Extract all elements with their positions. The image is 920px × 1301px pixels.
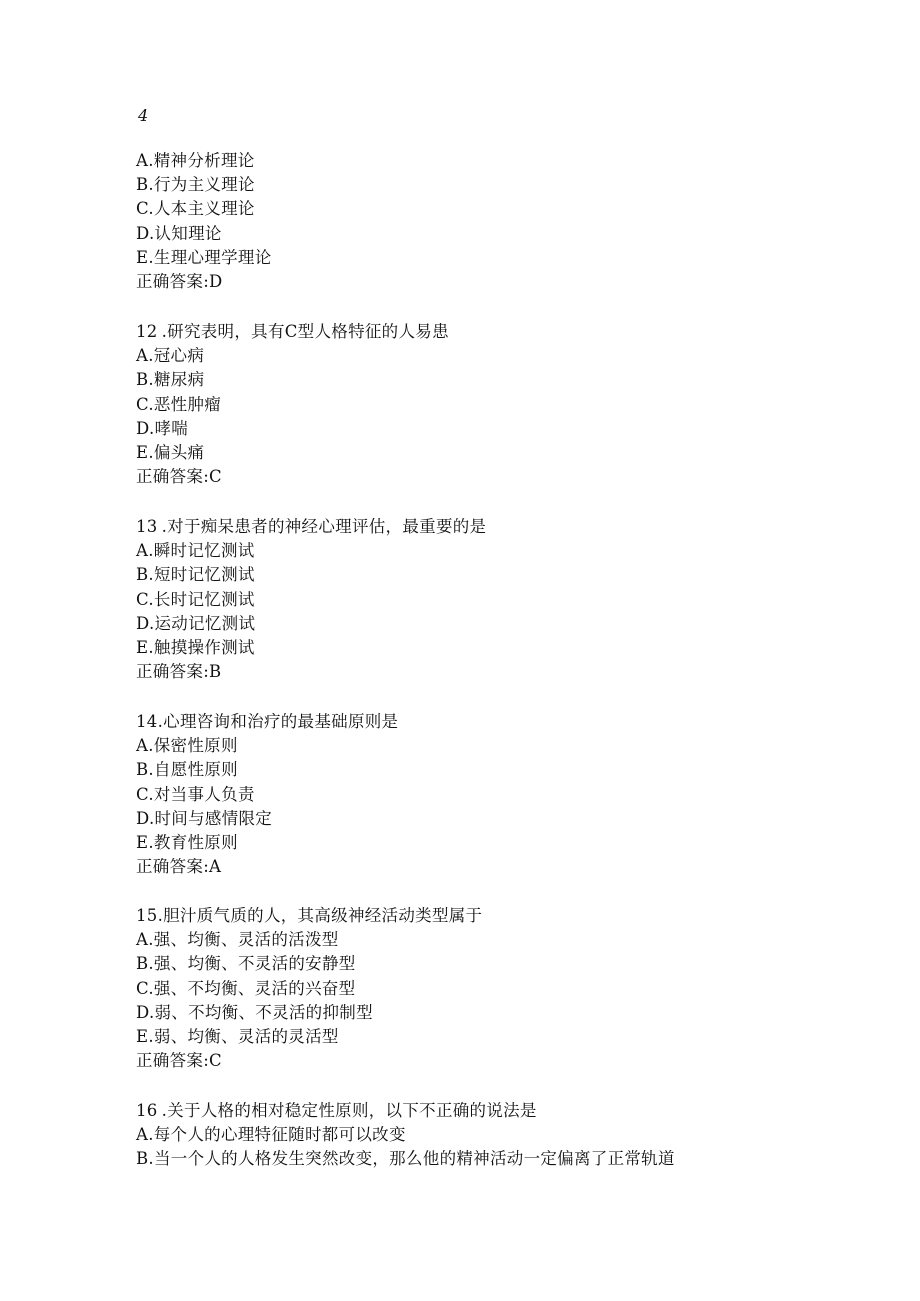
option-a: A.精神分析理论	[136, 151, 255, 170]
question-text: .对于痴呆患者的神经心理评估，最重要的是	[161, 517, 487, 536]
question-stem	[136, 904, 856, 928]
option-a: A.保密性原则	[136, 736, 238, 756]
option-a: A.强、均衡、灵活的活泼型	[136, 930, 339, 950]
option-c: C.长时记忆测试	[136, 589, 255, 609]
option-b: B.短时记忆测试	[136, 565, 255, 585]
correct-answer: 正确答案:A	[136, 857, 222, 877]
question-number: 12	[136, 322, 158, 341]
option-e: E.弱、均衡、灵活的灵活型	[136, 1026, 339, 1046]
question-text: 心理咨询和治疗的最基础原则是	[163, 712, 399, 731]
question-block	[136, 710, 856, 879]
option-e: E.偏头痛	[136, 442, 205, 462]
question-stem	[136, 320, 856, 344]
option-d: D.运动记忆测试	[136, 613, 256, 633]
option-b: B.行为主义理论	[136, 175, 255, 195]
question-block	[136, 1099, 856, 1172]
correct-answer: 正确答案:C	[136, 1051, 222, 1071]
question-text: .研究表明，具有C型人格特征的人易患	[161, 322, 449, 341]
question-text: .关于人格的相对稳定性原则，以下不正确的说法是	[161, 1101, 537, 1120]
question-block	[136, 904, 856, 1073]
question-block	[136, 320, 856, 489]
question-number: 14.	[136, 712, 164, 731]
question-number: 16	[136, 1101, 158, 1120]
option-d: D.时间与感情限定	[136, 808, 273, 828]
option-c: C.人本主义理论	[136, 199, 255, 219]
option-b: B.糖尿病	[136, 370, 205, 390]
option-d: D.弱、不均衡、不灵活的抑制型	[136, 1002, 373, 1022]
correct-answer: 正确答案:B	[136, 662, 222, 682]
option-b: B.当一个人的人格发生突然改变，那么他的精神活动一定偏离了正常轨道	[136, 1149, 675, 1169]
correct-answer: 正确答案:C	[136, 467, 222, 487]
option-a: A.每个人的心理特征随时都可以改变	[136, 1125, 406, 1145]
option-c: C.恶性肿瘤	[136, 394, 222, 414]
option-c: C.强、不均衡、灵活的兴奋型	[136, 978, 356, 998]
question-block	[136, 515, 856, 684]
option-b: B.自愿性原则	[136, 760, 238, 780]
correct-answer: 正确答案:D	[136, 271, 223, 291]
question-stem	[136, 515, 856, 539]
option-a: A.瞬时记忆测试	[136, 541, 255, 561]
question-stem	[136, 1099, 856, 1123]
page-number: 4	[138, 106, 149, 125]
option-b: B.强、均衡、不灵活的安静型	[136, 954, 356, 974]
question-block	[136, 149, 856, 294]
option-a: A.冠心病	[136, 346, 205, 366]
option-d: D.哮喘	[136, 418, 189, 438]
question-number: 15.	[136, 906, 164, 925]
question-stem	[136, 710, 856, 734]
question-text: 胆汁质气质的人，其高级神经活动类型属于	[163, 906, 483, 925]
option-c: C.对当事人负责	[136, 784, 255, 804]
option-e: E.触摸操作测试	[136, 637, 255, 657]
option-e: E.生理心理学理论	[136, 247, 272, 267]
option-d: D.认知理论	[136, 223, 222, 243]
question-number: 13	[136, 517, 158, 536]
option-e: E.教育性原则	[136, 832, 238, 852]
